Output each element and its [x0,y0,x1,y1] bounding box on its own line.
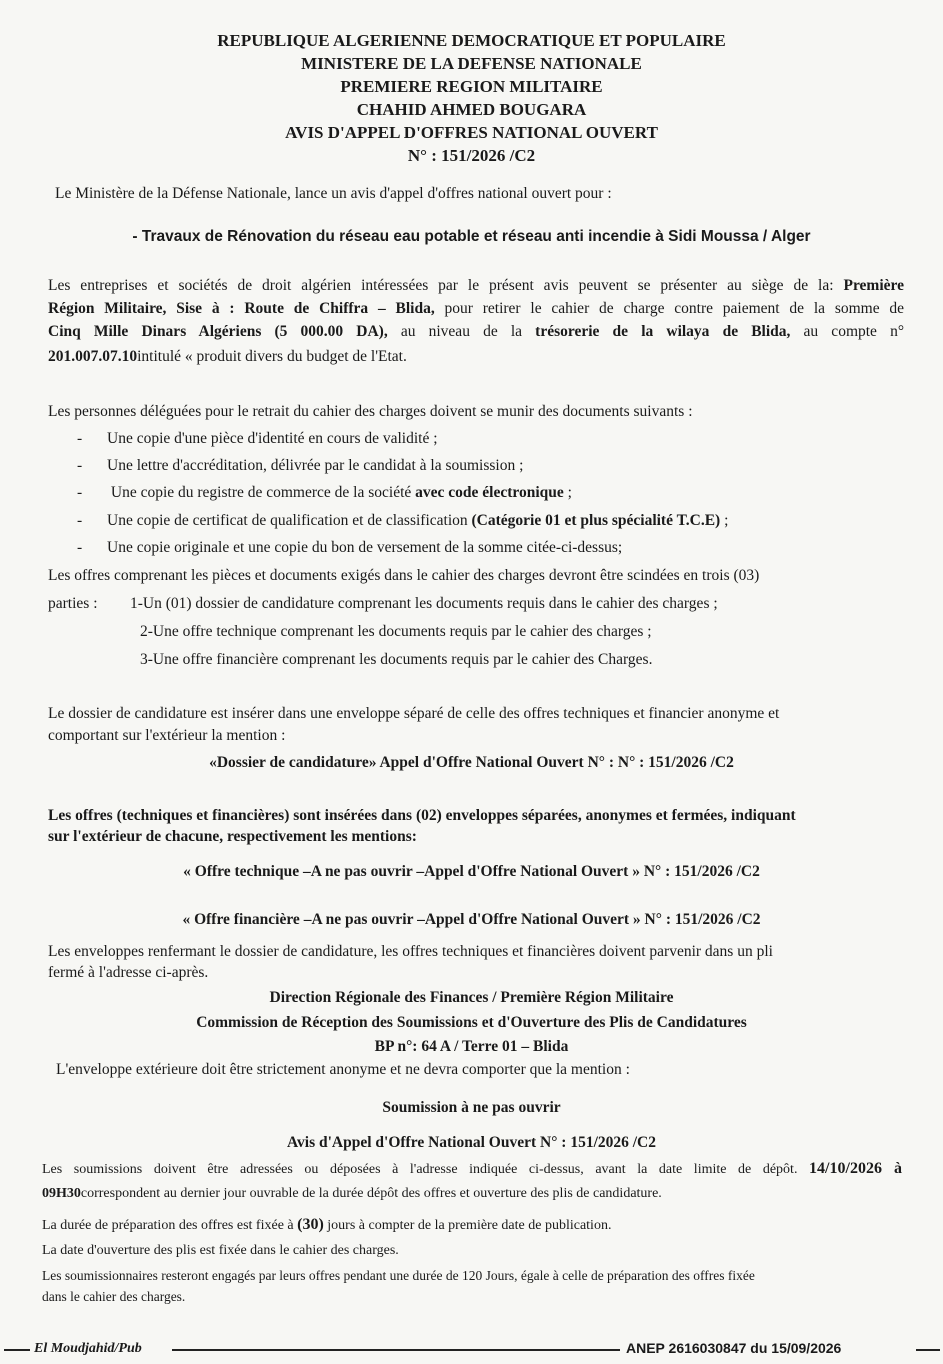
parts-item-1: 1-Un (01) dossier de candidature comprenant les documents requis dans le cahier des charges ; [130,595,718,612]
engagement-line1: Les soumissionnaires resteront engagés par leurs offres pendant une durée de 120 Jours, égale à celle de préparation des offres fixée [42,1268,755,1283]
parts-intro: Les offres comprenant les pièces et documents exigés dans le cahier des charges devront être scindées en trois (03) [48,567,760,584]
footer-rule-left [4,1349,30,1351]
parts-item-2: 2-Une offre technique comprenant les documents requis par le cahier des charges ; [140,623,652,640]
docs-item-1: - Une copie d'une pièce d'identité en cours de validité ; [77,430,438,447]
header-avis: AVIS D'APPEL D'OFFRES NATIONAL OUVERT [285,123,658,142]
dossier-mention: «Dossier de candidature» Appel d'Offre National Ouvert N° : N° : 151/2026 /C2 [209,754,734,771]
footer-rule-middle [172,1349,620,1351]
para1-line3: Cinq Mille Dinars Algériens (5 000.00 DA), au niveau de la trésorerie de la wilaya de Blida, au compte n° [48,323,905,340]
dossier-line2: comportant sur l'extérieur la mention : [48,727,286,744]
avis-reference: Avis d'Appel d'Offre National Ouvert N° : 151/2026 /C2 [286,1134,656,1151]
para1-line1: Les entreprises et sociétés de droit algérien intéressées par le présent avis peuvent se présenter au siège de la: Première [48,277,905,294]
para1-line4: 201.007.07.10intitulé « produit divers du budget de l'Etat. [48,348,407,365]
footer-anep-reference: ANEP 2616030847 du 15/09/2026 [626,1340,842,1356]
ouverture-text: La date d'ouverture des plis est fixée dans le cahier des charges. [42,1243,399,1258]
address-bp: BP n°: 64 A / Terre 01 – Blida [374,1038,569,1055]
address-direction: Direction Régionale des Finances / Première Région Militaire [269,989,674,1006]
footer-publisher: El Moudjahid/Pub [34,1341,142,1356]
deadline-line1: Les soumissions doivent être adressées ou déposées à l'adresse indiquée ci-dessus, avant la date limite de dépôt. 14/10/2026 à [42,1160,903,1177]
address-commission: Commission de Réception des Soumissions et d'Ouverture des Plis de Candidatures [196,1014,747,1031]
docs-item-3: - Une copie du registre de commerce de la société avec code électronique ; [77,484,572,501]
intro-text: Le Ministère de la Défense Nationale, lance un avis d'appel d'offres national ouvert pour : [55,185,612,202]
docs-item-5: - Une copie originale et une copie du bon de versement de la somme citée-ci-dessus; [77,539,623,556]
header-number: N° : 151/2026 /C2 [407,146,536,165]
header-republic: REPUBLIQUE ALGERIENNE DEMOCRATIQUE ET POPULAIRE [217,31,726,50]
para1-line2: Région Militaire, Sise à : Route de Chiffra – Blida, pour retirer le cahier de charge contre paiement de la somme de [48,300,905,317]
footer-rule-right [916,1349,940,1351]
offres-line1: Les offres (techniques et financières) sont insérées dans (02) enveloppes séparées, anonymes et fermées, indiquant [48,807,796,824]
exterior-text: L'enveloppe extérieure doit être strictement anonyme et ne devra comporter que la mention : [56,1061,630,1078]
header-region: PREMIERE REGION MILITAIRE [340,77,603,96]
dossier-line1: Le dossier de candidature est insérer dans une enveloppe séparé de celle des offres techniques et financier anonyme et [48,705,780,722]
parts-label: parties : [48,595,98,612]
header-ministry: MINISTERE DE LA DEFENSE NATIONALE [301,54,642,73]
header-chahid: CHAHID AHMED BOUGARA [356,100,587,119]
envelope-line2: fermé à l'adresse ci-après. [48,964,209,981]
engagement-line2: dans le cahier des charges. [42,1289,186,1304]
envelope-line1: Les enveloppes renfermant le dossier de candidature, les offres techniques et financières doivent parvenir dans un pli [48,943,773,960]
docs-item-4: - Une copie de certificat de qualification et de classification (Catégorie 01 et plus spécialité T.C.E) ; [77,512,729,529]
duree-text: La durée de préparation des offres est fixée à (30) jours à compter de la première date de publication. [42,1216,612,1233]
parts-item-3: 3-Une offre financière comprenant les documents requis par le cahier des Charges. [140,651,653,668]
offre-financiere-mention: « Offre financière –A ne pas ouvrir –Appel d'Offre National Ouvert » N° : 151/2026 /C2 [182,911,761,928]
soumission-mention: Soumission à ne pas ouvrir [382,1099,561,1116]
deadline-line2: 09H30correspondent au dernier jour ouvrable de la durée dépôt des offres et ouverture des plis de candidature. [42,1186,662,1201]
docs-intro: Les personnes déléguées pour le retrait du cahier des charges doivent se munir des documents suivants : [48,403,693,420]
offre-technique-mention: « Offre technique –A ne pas ouvrir –Appel d'Offre National Ouvert » N° : 151/2026 /C2 [183,863,760,880]
offres-line2: sur l'extérieur de chacune, respectivement les mentions: [48,828,417,845]
project-title: - Travaux de Rénovation du réseau eau potable et réseau anti incendie à Sidi Moussa / Alger [132,228,811,245]
docs-item-2: - Une lettre d'accréditation, délivrée par le candidat à la soumission ; [77,457,524,474]
